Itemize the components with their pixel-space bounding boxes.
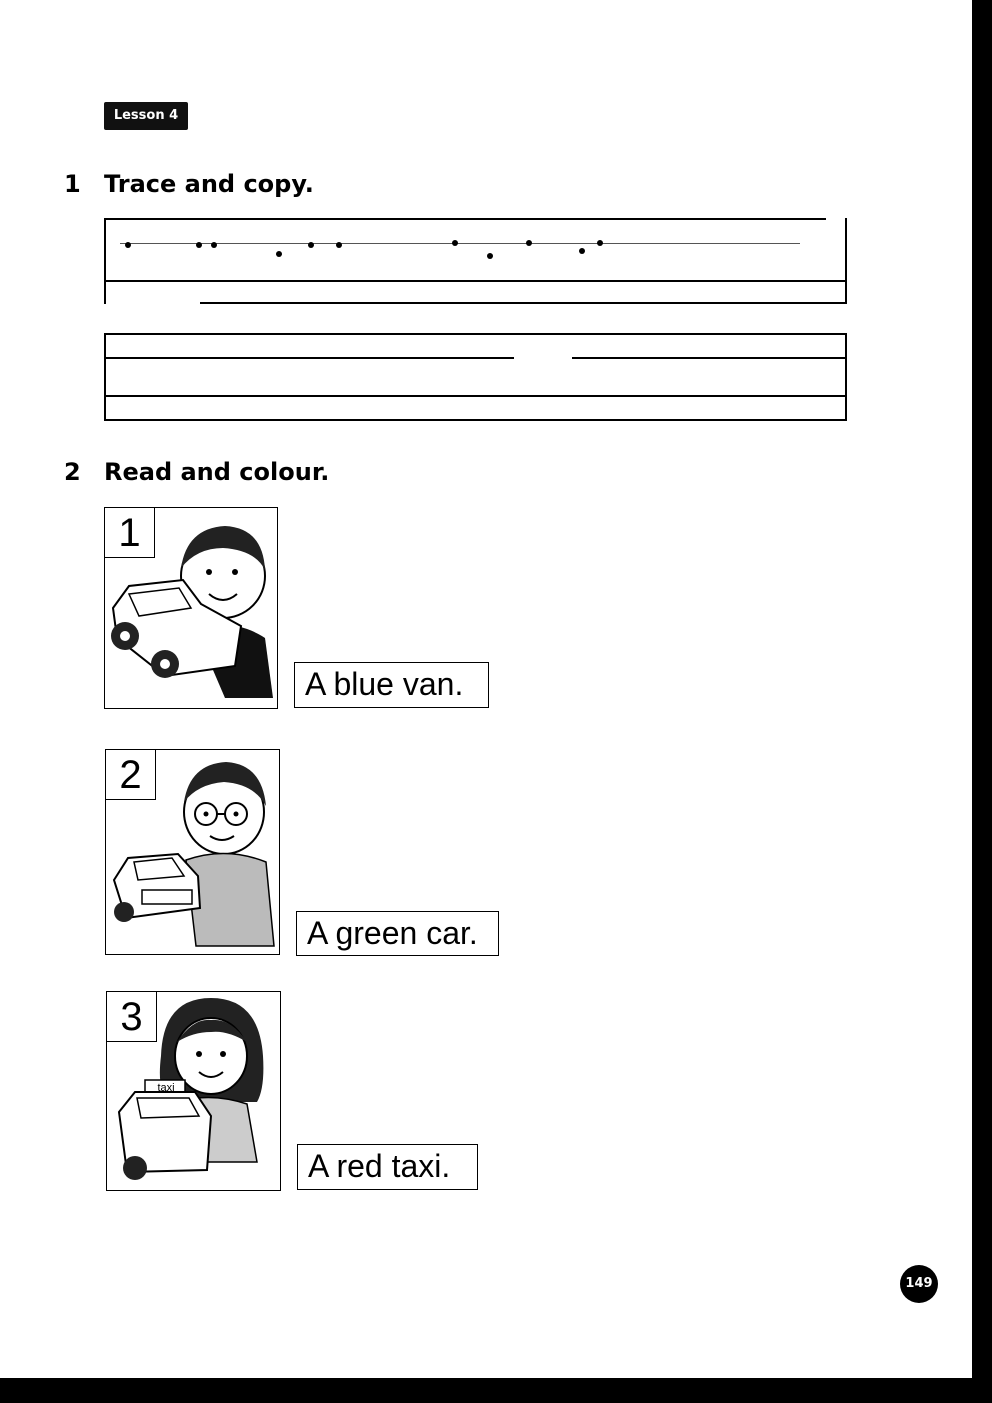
trace-dot bbox=[487, 253, 493, 259]
exercise-1-heading bbox=[64, 170, 314, 198]
dotted-guide-line bbox=[120, 243, 800, 244]
trace-dot bbox=[125, 242, 131, 248]
exercise-number: 2 bbox=[64, 458, 81, 486]
writing-line bbox=[104, 357, 514, 359]
writing-line bbox=[200, 302, 847, 304]
lesson-badge: Lesson 4 bbox=[104, 102, 188, 130]
writing-line bbox=[104, 395, 847, 397]
picture-number: 3 bbox=[107, 992, 157, 1042]
exercise-instruction: Read and colour. bbox=[104, 458, 330, 486]
picture-boy-with-van[interactable] bbox=[104, 507, 278, 709]
picture-boy-with-car[interactable] bbox=[105, 749, 280, 955]
writing-line bbox=[572, 357, 847, 359]
tracing-writing-lines[interactable] bbox=[104, 218, 847, 304]
writing-line bbox=[104, 218, 826, 220]
trace-dot bbox=[196, 242, 202, 248]
trace-dot bbox=[211, 242, 217, 248]
writing-line bbox=[104, 280, 847, 282]
trace-dot bbox=[526, 240, 532, 246]
trace-dot bbox=[579, 248, 585, 254]
trace-dot bbox=[597, 240, 603, 246]
picture-number: 2 bbox=[106, 750, 156, 800]
sentence-green-car: A green car. bbox=[296, 911, 499, 956]
sentence-blue-van: A blue van. bbox=[294, 662, 489, 708]
picture-girl-with-taxi[interactable] bbox=[106, 991, 281, 1191]
trace-dot bbox=[308, 242, 314, 248]
sentence-red-taxi: A red taxi. bbox=[297, 1144, 478, 1190]
exercise-2-heading bbox=[64, 458, 329, 486]
trace-dot bbox=[336, 242, 342, 248]
exercise-instruction: Trace and copy. bbox=[104, 170, 314, 198]
picture-number: 1 bbox=[105, 508, 155, 558]
taxi-sign-label: taxi bbox=[157, 1082, 175, 1094]
trace-dot bbox=[276, 251, 282, 257]
copy-writing-lines[interactable] bbox=[104, 333, 847, 421]
trace-dot bbox=[452, 240, 458, 246]
page-number-badge: 149 bbox=[900, 1265, 938, 1303]
exercise-number: 1 bbox=[64, 170, 81, 198]
